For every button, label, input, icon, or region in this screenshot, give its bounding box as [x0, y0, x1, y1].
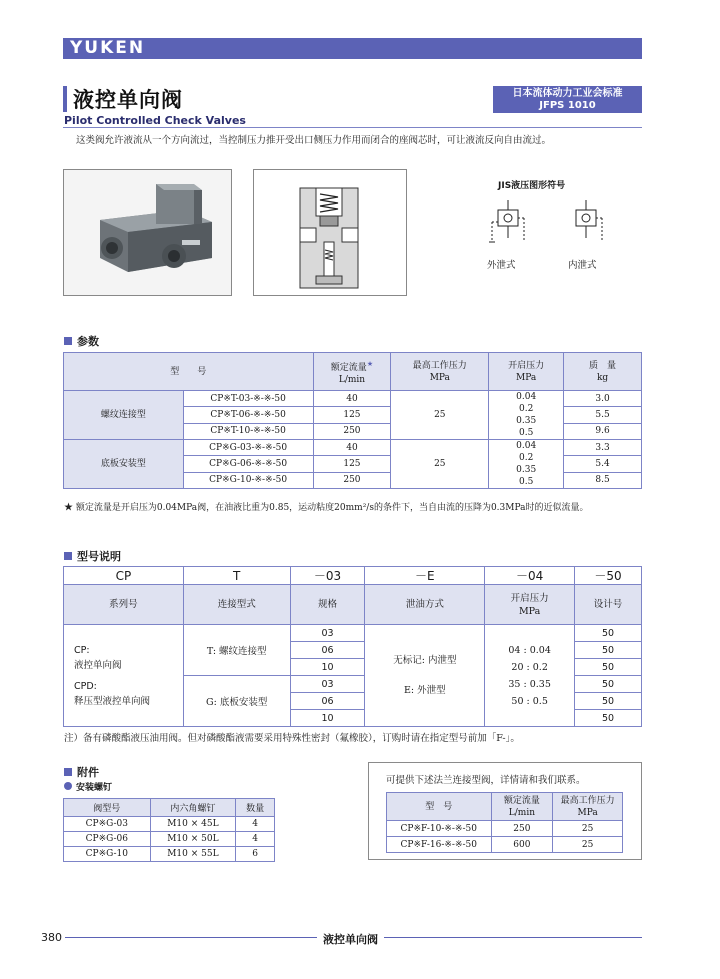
valve-photo-icon [64, 170, 231, 295]
flow-label: 额定流量 [330, 362, 367, 373]
code-head-row [64, 585, 642, 625]
drain-external: E: 外泄型 [404, 684, 446, 696]
series-cpd-desc: 释压型液控单向阀 [74, 695, 151, 707]
crack-option: 50 : 0.5 [511, 695, 548, 707]
specs-heading [64, 333, 99, 349]
specs-table [63, 352, 642, 489]
page-subtitle: Pilot Controlled Check Valves [64, 114, 246, 127]
specs-col-mass [564, 353, 642, 391]
table-row [64, 440, 642, 456]
crack-value: 0.04 [516, 441, 537, 451]
model-code-table [63, 566, 642, 727]
page-number: 380 [38, 931, 65, 944]
page-title: 液控单向阀 [73, 88, 183, 112]
pressure-cell: 25 [391, 440, 489, 489]
drain-internal: 无标记: 内泄型 [393, 654, 457, 666]
series-cell [64, 625, 184, 727]
series-cp-desc: 液控单向阀 [74, 659, 122, 671]
pressure-unit: MPa [429, 372, 450, 383]
flange-table [386, 792, 623, 853]
screws-table [63, 798, 275, 862]
crack-option: 20 : 0.2 [511, 661, 548, 673]
flow-cell: 40 [313, 391, 391, 407]
mass-cell: 3.3 [564, 440, 642, 456]
code-design: －50 [575, 567, 642, 585]
table-row [387, 837, 623, 853]
crack-value: 0.04 [516, 392, 537, 402]
crack-unit: MPa [516, 372, 537, 383]
flow-unit: L/min [338, 374, 366, 385]
flange-pressure: 25 [553, 821, 623, 837]
specs-col-pressure [391, 353, 489, 391]
intro-text: 这类阀允许液流从一个方向流过，当控制压力推开受出口侧压力作用而闭合的座阀芯时，可让液流反向自由流过。 [76, 135, 552, 146]
screws-col-qty: 数量 [236, 799, 275, 817]
pressure-label: 最高工作压力 [412, 360, 467, 371]
crack-option: 35 : 0.35 [508, 678, 551, 690]
flow-star: ★ [366, 359, 374, 368]
flange-pressure-label: 最高工作压力 [560, 795, 615, 806]
code-connection: T [183, 567, 290, 585]
size-cell: 10 [290, 659, 365, 676]
table-row [64, 847, 275, 862]
title-rule [63, 127, 642, 128]
table-row [64, 817, 275, 832]
model-cell: CP※G-03-※-※-50 [183, 440, 313, 456]
standard-name: 日本流体动力工业会标准 [512, 88, 623, 99]
standard-badge [493, 86, 642, 113]
design-cell: 50 [575, 642, 642, 659]
crack-value: 0.5 [518, 428, 534, 438]
model-cell: CP※G-06-※-※-50 [183, 456, 313, 472]
series-cpd: CPD: [74, 680, 97, 692]
flange-flow: 250 [491, 821, 553, 837]
head-connection: 连接型式 [183, 585, 290, 625]
model-code-heading [64, 548, 121, 564]
specs-col-crack [489, 353, 564, 391]
accessories-sub [64, 780, 112, 793]
crack-options-cell [485, 625, 575, 727]
crack-value: 0.35 [516, 416, 537, 426]
crack-value: 0.35 [516, 465, 537, 475]
brand-bar [63, 38, 642, 59]
head-crack [485, 585, 575, 625]
size-cell: 10 [290, 710, 365, 727]
head-drain: 泄油方式 [365, 585, 485, 625]
crack-label: 开启压力 [508, 360, 545, 371]
accessories-heading-text: 附件 [77, 766, 99, 779]
flow-cell: 250 [313, 423, 391, 439]
mass-cell: 5.5 [564, 407, 642, 423]
group-label: 底板安装型 [64, 440, 184, 489]
table-row [64, 625, 642, 642]
screws-col-screw: 内六角螺钉 [150, 799, 236, 817]
title-accent [63, 86, 67, 112]
specs-note: ★ 额定流量是开启压为0.04MPa阀，在油液比重为0.85，运动粘度20mm²/s的条件下，当自由流的压降为0.3MPa时的近似流量。 [64, 503, 589, 513]
specs-col-flow [313, 353, 391, 391]
flange-flow: 600 [491, 837, 553, 853]
table-row [387, 821, 623, 837]
flow-cell: 250 [313, 472, 391, 488]
screw-size: M10 × 45L [150, 817, 236, 832]
head-crack-unit: MPa [518, 605, 541, 617]
size-cell: 03 [290, 676, 365, 693]
flange-flow-label: 额定流量 [503, 795, 540, 806]
screws-header-row [64, 799, 275, 817]
design-cell: 50 [575, 659, 642, 676]
crack-option: 04 : 0.04 [508, 644, 551, 656]
flange-model: CP※F-16-※-※-50 [387, 837, 492, 853]
flange-col-flow [491, 793, 553, 821]
model-cell: CP※T-03-※-※-50 [183, 391, 313, 407]
connection-g: G: 底板安装型 [183, 676, 290, 727]
section-square-icon [64, 768, 72, 776]
connection-t: T: 螺纹连接型 [183, 625, 290, 676]
valve-section-icon [254, 170, 406, 295]
flow-cell: 40 [313, 440, 391, 456]
table-row [64, 391, 642, 407]
mass-cell: 9.6 [564, 423, 642, 439]
section-square-icon [64, 552, 72, 560]
screw-model: CP※G-03 [64, 817, 151, 832]
product-photo [63, 169, 232, 296]
table-row [64, 832, 275, 847]
size-cell: 06 [290, 642, 365, 659]
standard-code: JFPS 1010 [539, 100, 596, 111]
mass-cell: 5.4 [564, 456, 642, 472]
accessories-sub-text: 安装螺钉 [76, 783, 113, 793]
size-cell: 06 [290, 693, 365, 710]
specs-col-model: 型 号 [64, 353, 314, 391]
model-cell: CP※T-06-※-※-50 [183, 407, 313, 423]
code-row [64, 567, 642, 585]
head-series: 系列号 [64, 585, 184, 625]
design-cell: 50 [575, 710, 642, 727]
mass-cell: 8.5 [564, 472, 642, 488]
flow-cell: 125 [313, 456, 391, 472]
flange-caption: 可提供下述法兰连接型阀，详情请和我们联系。 [386, 775, 586, 786]
mass-cell: 3.0 [564, 391, 642, 407]
design-cell: 50 [575, 676, 642, 693]
flange-model: CP※F-10-※-※-50 [387, 821, 492, 837]
screw-model: CP※G-10 [64, 847, 151, 862]
flange-header-row [387, 793, 623, 821]
size-cell: 03 [290, 625, 365, 642]
model-cell: CP※G-10-※-※-50 [183, 472, 313, 488]
flange-flow-unit: L/min [508, 807, 535, 818]
head-crack-label: 开启压力 [510, 592, 549, 604]
jis-symbol-title: JIS液压图形符号 [498, 181, 566, 191]
model-cell: CP※T-10-※-※-50 [183, 423, 313, 439]
flange-pressure-unit: MPa [577, 807, 598, 818]
model-code-note: 注）备有磷酸酯液压油用阀。但对磷酸酯液需要采用特殊性密封（氟橡胶），订购时请在指定型号前加「F-」。 [64, 733, 520, 744]
code-drain: －E [365, 567, 485, 585]
specs-heading-text: 参数 [77, 335, 99, 348]
crack-value: 0.2 [518, 404, 534, 414]
section-drawing [253, 169, 407, 296]
section-square-icon [64, 337, 72, 345]
mass-unit: kg [596, 372, 609, 383]
flange-col-pressure [553, 793, 623, 821]
mass-label: 质 量 [589, 360, 617, 371]
design-cell: 50 [575, 625, 642, 642]
external-drain-symbol-icon [488, 200, 528, 250]
group-label: 螺纹连接型 [64, 391, 184, 440]
pressure-cell: 25 [391, 391, 489, 440]
head-design: 设计号 [575, 585, 642, 625]
design-cell: 50 [575, 693, 642, 710]
code-crack: －04 [485, 567, 575, 585]
screw-qty: 4 [236, 817, 275, 832]
flange-pressure: 25 [553, 837, 623, 853]
screw-qty: 6 [236, 847, 275, 862]
code-series: CP [64, 567, 184, 585]
internal-drain-symbol-icon [566, 200, 606, 250]
screws-col-model: 阀型号 [64, 799, 151, 817]
code-size: －03 [290, 567, 365, 585]
bullet-icon [64, 782, 72, 790]
internal-drain-label: 内泄式 [568, 260, 597, 271]
drain-cell [365, 625, 485, 727]
footer-title: 液控单向阀 [317, 931, 384, 947]
brand-logo: YUKEN [70, 38, 146, 58]
series-cp: CP: [74, 644, 90, 656]
specs-header-row [64, 353, 642, 391]
screw-size: M10 × 55L [150, 847, 236, 862]
crack-cell [489, 440, 564, 489]
crack-cell [489, 391, 564, 440]
crack-value: 0.5 [518, 477, 534, 487]
screw-size: M10 × 50L [150, 832, 236, 847]
screw-model: CP※G-06 [64, 832, 151, 847]
head-size: 规格 [290, 585, 365, 625]
model-code-heading-text: 型号说明 [77, 550, 121, 563]
accessories-heading [64, 764, 99, 780]
external-drain-label: 外泄式 [487, 260, 516, 271]
flow-cell: 125 [313, 407, 391, 423]
crack-value: 0.2 [518, 453, 534, 463]
screw-qty: 4 [236, 832, 275, 847]
flange-col-model: 型 号 [387, 793, 492, 821]
